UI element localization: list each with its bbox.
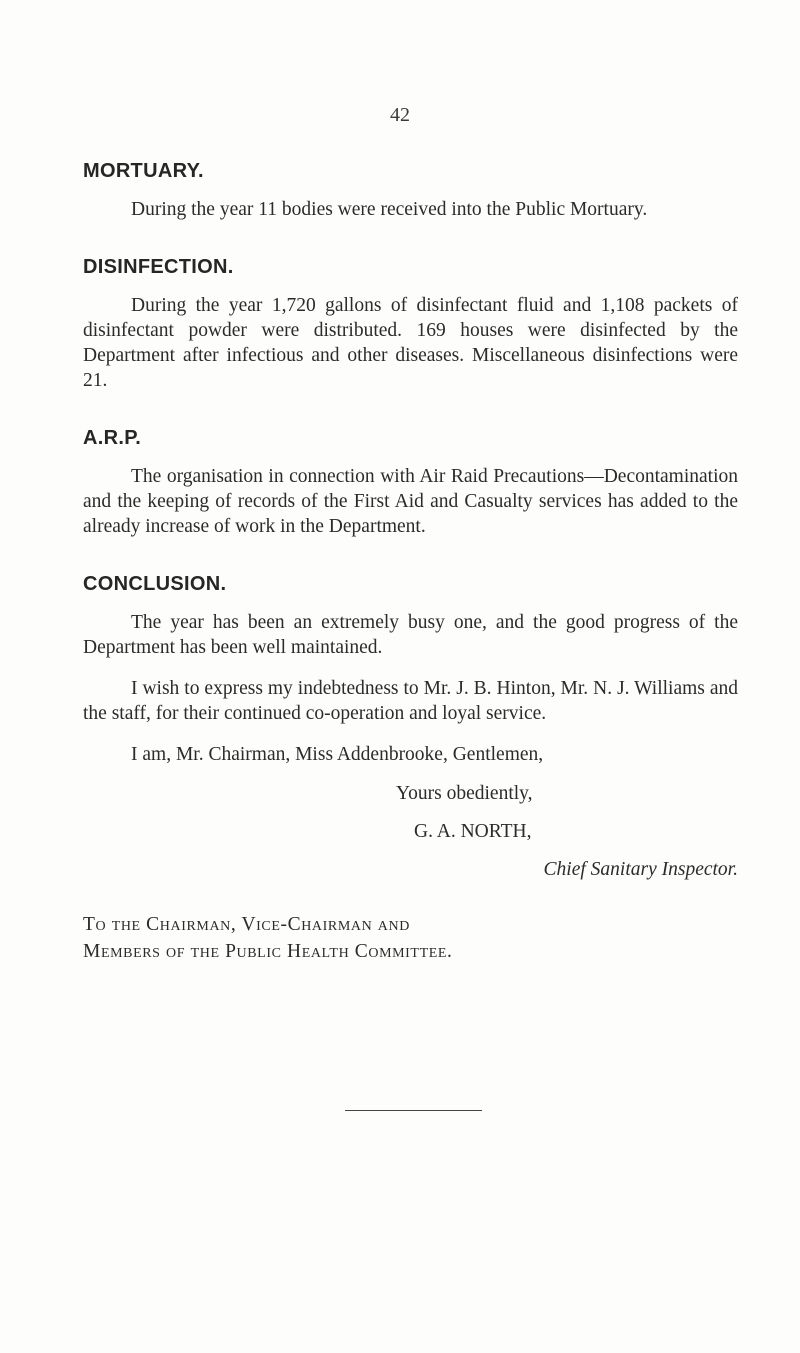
paragraph-disinfection: During the year 1,720 gallons of disinfectant fluid and 1,108 packets of disinfectant powder were distributed. 169 houses were disinfected by the Department after infectious and other diseases. Miscellaneous disinfections were 21. <box>83 295 738 391</box>
document-body <box>83 160 738 965</box>
section-heading-mortuary: MORTUARY. <box>83 160 204 182</box>
page-number: 42 <box>390 104 410 126</box>
signature-title: Chief Sanitary Inspector. <box>543 859 738 880</box>
address-block <box>83 911 738 965</box>
paragraph-arp: The organisation in connection with Air Raid Precautions—Decontamination and the keeping of records of the First Aid and Casualty services has added to the already increase of work in the Department. <box>83 466 738 537</box>
section-heading-disinfection: DISINFECTION. <box>83 256 234 278</box>
paragraph-conclusion-thanks: I wish to express my indebtedness to Mr. J. B. Hinton, Mr. N. J. Williams and the staff, for their continued co-operation and loyal service. <box>83 678 738 724</box>
paragraph-salutation: I am, Mr. Chairman, Miss Addenbrooke, Gentlemen, <box>131 744 544 765</box>
section-heading-conclusion: CONCLUSION. <box>83 573 227 595</box>
signature-name: G. A. NORTH, <box>414 821 532 842</box>
closing-line: Yours obediently, <box>396 783 533 804</box>
address-line-1: To the Chairman, Vice-Chairman and <box>83 914 410 935</box>
end-rule-divider <box>345 1110 482 1111</box>
address-line-2: Members of the Public Health Committee. <box>83 941 453 962</box>
section-heading-arp: A.R.P. <box>83 427 142 449</box>
paragraph-conclusion-progress: The year has been an extremely busy one, and the good progress of the Department has been well maintained. <box>83 612 738 658</box>
paragraph-mortuary: During the year 11 bodies were received into the Public Mortuary. <box>131 199 648 220</box>
